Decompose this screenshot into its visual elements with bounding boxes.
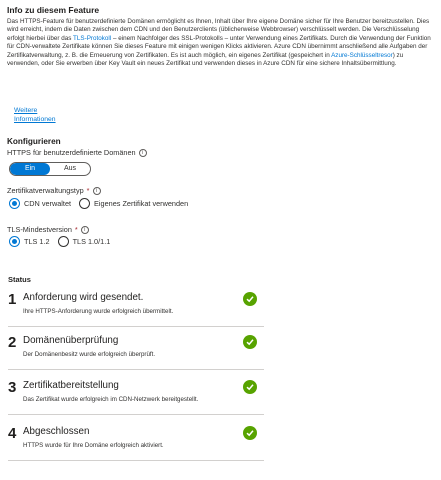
- https-toggle[interactable]: [9, 162, 91, 176]
- tls-version-radio-group: [9, 236, 110, 247]
- toggle-on-option[interactable]: Ein: [10, 163, 50, 175]
- https-label-text: HTTPS für benutzerdefinierte Domänen: [7, 148, 136, 157]
- info-icon[interactable]: i: [139, 149, 147, 157]
- radio-label: TLS 1.2: [24, 237, 50, 246]
- step-number: 3: [8, 379, 17, 396]
- configure-heading: Konfigurieren: [7, 137, 61, 146]
- radio-label: CDN verwaltet: [24, 199, 72, 208]
- status-step-cert-provisioning: [8, 377, 264, 415]
- tls-version-label-text: TLS-Mindestversion: [7, 225, 72, 234]
- tls-version-label: [7, 225, 89, 234]
- info-description: [7, 18, 432, 68]
- step-title: Anforderung wird gesendet.: [23, 292, 144, 303]
- status-step-request: [8, 289, 264, 327]
- step-number: 1: [8, 291, 17, 308]
- info-text-1: Das HTTPS-Feature für benutzerdefinierte Domänen ermöglicht es Ihnen, Inhalt über Ihre eigene Domäne sicher für Ihre Benutzer bereitzustellen. Dies wird erreicht, indem die Daten zwischen dem CDN und den Benutzerclients (üblicherweise Webbrowser) verschlüsselt werden. Die Verschlüsselung erfolgt hierbei über das: [7, 18, 430, 42]
- cert-type-radio-group: [9, 198, 188, 209]
- key-vault-link[interactable]: Azure-Schlüsseltresor: [331, 51, 393, 59]
- required-marker: *: [74, 225, 78, 234]
- cert-option-cdn-managed[interactable]: [9, 198, 71, 209]
- radio-label: TLS 1.0/1.1: [72, 237, 111, 246]
- toggle-off-option[interactable]: Aus: [63, 165, 77, 172]
- checkmark-icon: [243, 380, 257, 394]
- cert-option-own-certificate[interactable]: [79, 198, 188, 209]
- checkmark-icon: [243, 426, 257, 440]
- radio-unselected-icon[interactable]: [79, 198, 90, 209]
- radio-selected-icon[interactable]: [9, 236, 20, 247]
- https-label: [7, 148, 147, 157]
- step-description: Ihre HTTPS-Anforderung wurde erfolgreich übermittelt.: [23, 308, 174, 315]
- radio-label: Eigenes Zertifikat verwenden: [94, 199, 189, 208]
- step-title: Abgeschlossen: [23, 426, 90, 437]
- radio-selected-icon[interactable]: [9, 198, 20, 209]
- info-title: Info zu diesem Feature: [7, 5, 100, 15]
- required-marker: *: [86, 186, 90, 195]
- info-text-3: ) zu verwenden, oder Sie erwerben über Key Vault ein neues Zertifikat und verwenden dieses in Azure CDN für eine sichere Inhaltsübermittlung.: [7, 51, 404, 68]
- info-icon[interactable]: i: [81, 226, 89, 234]
- step-description: Das Zertifikat wurde erfolgreich im CDN-Netzwerk bereitgestellt.: [23, 396, 199, 403]
- step-title: Zertifikatbereitstellung: [23, 380, 119, 391]
- radio-unselected-icon[interactable]: [58, 236, 69, 247]
- more-info-link[interactable]: Weitere Informationen: [14, 107, 56, 123]
- step-number: 4: [8, 425, 17, 442]
- step-description: HTTPS wurde für Ihre Domäne erfolgreich aktiviert.: [23, 442, 164, 449]
- status-heading: Status: [8, 275, 31, 284]
- cert-type-label: [7, 186, 101, 195]
- step-title: Domänenüberprüfung: [23, 335, 119, 346]
- tls-option-1-0-1-1[interactable]: [58, 236, 111, 247]
- step-description: Der Domänenbesitz wurde erfolgreich überprüft.: [23, 351, 156, 358]
- tls-protocol-link[interactable]: TLS-Protokoll: [73, 34, 112, 42]
- cert-type-label-text: Zertifikatverwaltungstyp: [7, 186, 84, 195]
- checkmark-icon: [243, 335, 257, 349]
- info-icon[interactable]: i: [93, 187, 101, 195]
- status-step-domain-validation: [8, 332, 264, 370]
- tls-option-1-2[interactable]: [9, 236, 50, 247]
- step-number: 2: [8, 334, 17, 351]
- info-text-2: – einem Nachfolger des SSL-Protokolls – unter Verwendung eines Zertifikats. Durch die Verwendung der Funktion für CDN-verwaltete Zertifikate können Sie dieses Feature mit einigen wenigen Klicks aktivieren. Azure CDN übernimmt anschließend alle Aufgaben der Zertifikatverwaltung, z. B. die Erneuerung von Zertifikaten. Es ist auch möglich, ein eigenes Zertifikat (gespeichert in: [7, 34, 431, 59]
- checkmark-icon: [243, 292, 257, 306]
- status-step-complete: [8, 423, 264, 461]
